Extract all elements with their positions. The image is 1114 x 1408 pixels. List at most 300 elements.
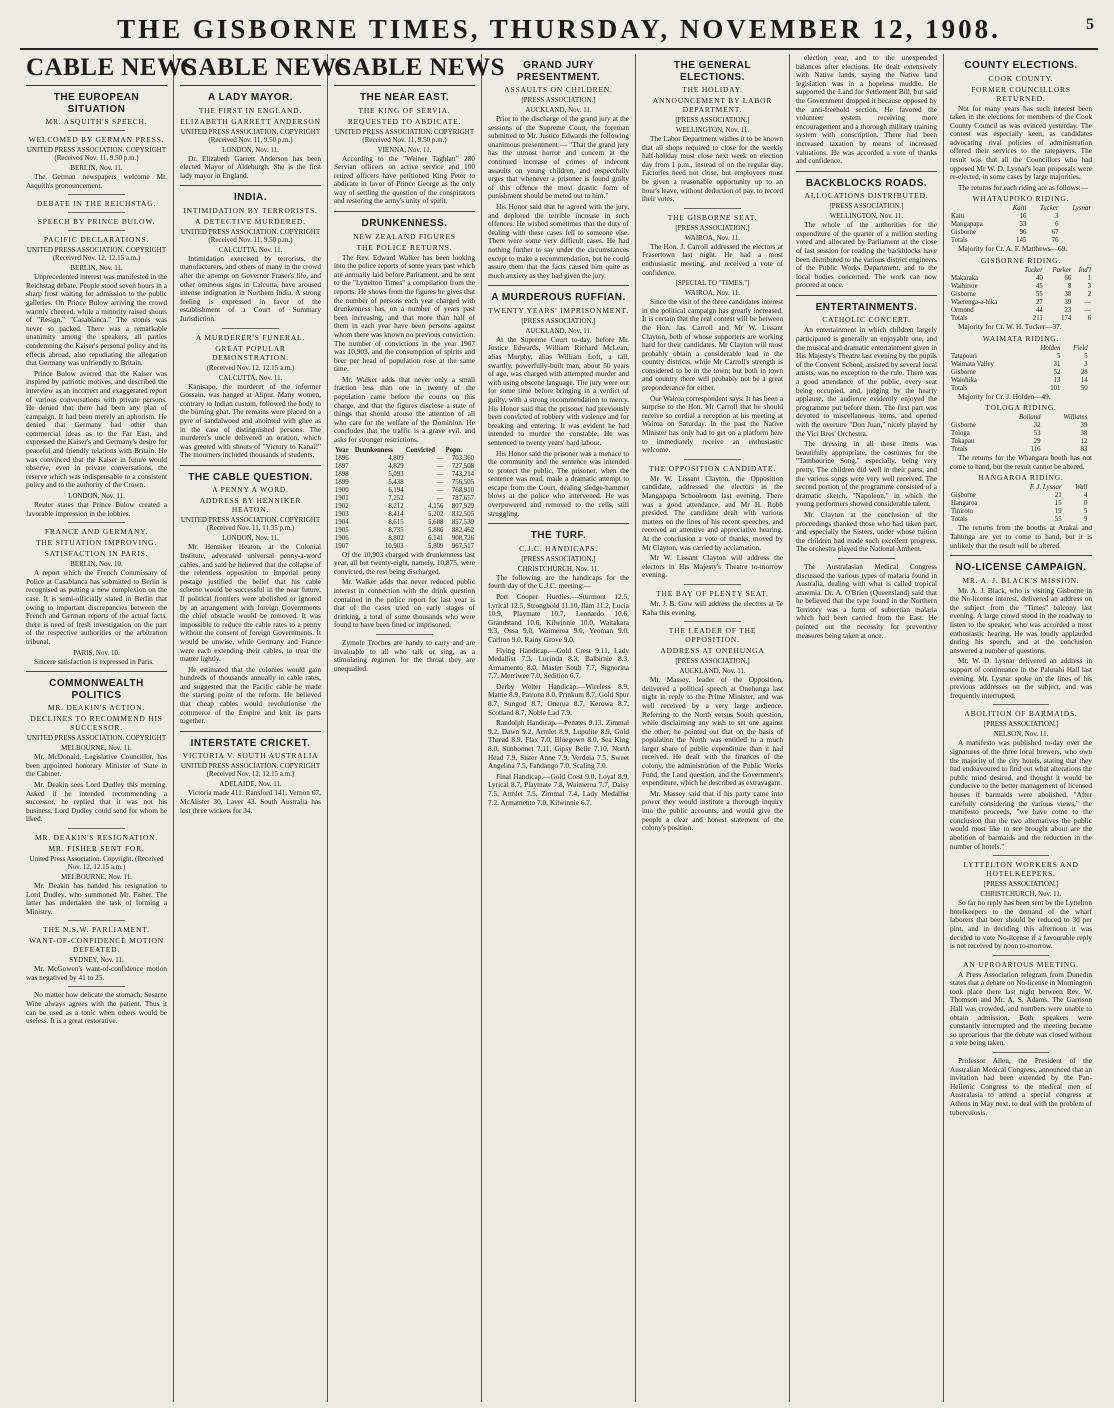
article-paragraph: Mr. Walker adds that never only a small fraction less than one in twenty of the population came before the courts on this charge, and that the figures disclose a state of things that should arouse the attention of all who care for the welfare of the Dominion. He concludes that the traffic is a grave evil, and asks for stronger restrictions. [334,374,475,445]
table-cell: 4,809 [388,454,404,462]
dateline: WAIROA, Nov. 11. [684,233,741,242]
dateline: CALCUTTA, Nov. 11. [218,245,283,254]
subheadline: ABOLITION OF BARMAIDS. [964,709,1078,719]
table-cell: — [436,454,444,462]
table-header-cell [950,414,999,422]
table-row [950,291,1092,299]
table-header-cell: Tucker [1040,205,1059,213]
table-cell: Tologa [951,430,970,438]
dateline: AUCKLAND, Nov. 11. [525,106,592,114]
table-cell [1088,508,1092,516]
table-cell: 67 [1051,229,1059,237]
table-header-cell: Tucker [1024,267,1043,275]
table-cell: Tokapau [951,438,975,446]
subheadline: MR. FISHER SENT FOR. [48,843,145,853]
table-cell: Totals [951,446,968,454]
table-cell: 45 [1036,283,1043,291]
article-paragraph: The Australasian Medical Congress discussed the various types of malaria found in Australia, dealing with what is called tropical anaemia. Dr. A. O'Brien (Queensland) said that he believed that the type found in the Northern Territory was a form of subtertian malaria which had been carried from the East. He pointed out the necessity for preventive measures being taken at once. [796,561,937,640]
table-cell: 8,414 [388,510,404,518]
table-cell: 5,886 [428,526,444,534]
table-row [334,455,475,463]
table-row [334,471,475,479]
subheadline: ADDRESS AT ONEHUNGA [660,646,765,656]
table-cell: 12 [1080,438,1088,446]
subheadline: ALLOCATIONS DISTRIBUTED. [804,191,929,201]
subheadline: ASSAULTS ON CHILDREN. [504,85,613,94]
table-cell: 1907 [335,542,349,550]
table-cell [1089,369,1092,377]
table-cell: 787,657 [451,494,474,502]
table-cell: Gisborne [951,368,976,376]
article-paragraph: Prince Bulow averred that the Kaiser was inspired by patriotic motives, and described the interview as an incorrect and exaggerated report of various conversations with private persons. He denied that there had been any plan of campaign. It had been merely an aphorism. He denied that Germany had other than commercial ideas as to the Far East, and expressed the Kaiser's and Germany's desire for peaceful and friendly relations with Britain. He was convinced that the Kaiser in future would observe, even in private conversations, the reserve which was indispensable to a consistent policy and to the authority of the Crown. [26,368,167,490]
table-header-cell: Parker [1052,267,1072,275]
subheadline: A DETECTIVE MURDERED. [195,216,306,226]
article-paragraph: He estimated that the colonies would gain hundreds of thousands annually in cable rates, and suggested that the Pacific cable be made the starting point of the reform. He believed that cheap cables would revolutionise the commerce of the Empire and knit its parts together. [180,664,321,726]
article-paragraph: Derby Welter Handicap.—Wireless 8.9, Mattie 8.9, Patrona 8.0, Prinkum 8.7, Gold Spur 8.7, Sungod 8.7, Onerua 8.7, Kerowa 8.7, Scotland 8.7, Noble Lad 7.9. [488,681,629,717]
article-paragraph: Mr. J. B. Gow will address the electors at Te Kaha this evening. [642,598,783,617]
headline: A MURDEROUS RUFFIAN. [491,292,626,304]
table-header-cell [950,345,1025,353]
table-cell: 5,688 [428,518,444,526]
subheadline: THE OPPOSITION CANDIDATE. [649,463,776,473]
table-row [950,438,1092,446]
table-cell [1060,213,1092,221]
table-cell: 13 [1053,376,1061,384]
table-cell: 0 [1083,500,1088,508]
table-cell: 174 [1061,315,1072,323]
table-cell: — [436,478,444,486]
article-paragraph: A Press Association telegram from Dunedin states that a debate on No-license in Mornington took place there last night between Rev. W. Thomson and Mr. A. S. Adams. The Garrison Hall was crowded, and numbers were unable to obtain admission. Both speakers were constantly interrupted and the meeting became so uproarious that the debate was closed without a vote being taken. [950,969,1092,1048]
table-cell: 39 [1080,422,1088,430]
subheadline: INTIMIDATION BY TERRORISTS. [183,205,318,215]
article-paragraph: Mr. Massey, leader of the Opposition, delivered a political speech at Onehunga last night in reply to the Prime Minister, and was well received by a very large audience. Referring to the North versus South question, while disclaiming any wish to set one against the other, he pointed out that on the basis of population the North was entitled to a much larger share of public expenditure than it had received. He dealt with the finances of the colony, the administration of the Public Works Fund, the Land question, and the Government's expenditure, which he described as extravagant. [642,675,783,788]
article-paragraph: Professor Allen, the President of the Australian Medical Congress, announced that an invitation had been extended by the Pan-Hellenic Congress to the medical men of Australasia to attend a special congress at Athens in May next, to deal with the problem of tuberculosis. [950,1056,1092,1117]
wire-credit: [PRESS ASSOCIATION.] [829,202,904,211]
table-row [950,353,1092,361]
article-paragraph: Mr. McGowen's want-of-confidence motion was negatived by 41 to 25. [26,964,167,982]
dateline: ADELAIDE, Nov. 11. [219,780,282,789]
table-row [950,492,1092,500]
wire-credit: UNITED PRESS ASSOCIATION. COPYRIGHT (Received Nov. 11, 9.50 p.m.) [180,127,321,144]
table-row [950,229,1092,237]
table-header-cell [950,484,1001,492]
article-paragraph: Sincere satisfaction is expressed in Paris. [34,656,154,666]
table-cell: 14 [1080,376,1088,384]
table-header-cell: Lysnar [1072,205,1091,213]
dateline: BERLIN, Nov. 11. [70,264,123,273]
riding-note: Majority for Cr. J. Holden—49. [958,391,1051,401]
table-cell: 10,903 [384,542,404,550]
headline: GRAND JURY PRESENTMENT. [516,60,601,83]
table-cell: — [1084,307,1091,315]
table-cell: 1905 [335,526,349,534]
headline: NO-LICENSE CAMPAIGN. [955,562,1087,574]
dateline: LONDON, Nov. 11. [222,145,279,154]
table-row [334,527,475,535]
subheadline: A MURDERER'S FUNERAL. [195,332,306,342]
table-cell: 727,508 [451,462,474,470]
table-cell [1089,353,1092,361]
article-paragraph: Randolph Handicap.—Penates 9.13, Zimmal 9.2, Dawn 9.2, Armlet 8.9, Lupulite 8.9, Gold Thread 8.9, Flax 7.0, Bluegown 8.0, Sea King 8.0, Sunbonnet 7.11, Gipsy Belle 7.10, North Head 7.9, Sister Anne 7.9, Verdoia 7.5, Sweet Angelina 7.5, Fandango 7.0, Scaling 7.0. [488,718,629,771]
table-cell: 38 [1064,291,1072,299]
wire-credit: UNITED PRESS ASSOCIATION. COPYRIGHT (Received Nov. 11, 9.50 p.m.) [180,227,321,244]
article-paragraph: Mr. McDonald, Legislative Councillor, has been appointed honorary Minister of State in the Cabinet. [26,752,167,779]
table-row [334,463,475,471]
table-header-cell: F. J. Lysnar [1029,484,1062,492]
subheadline: THE POLICE RETURNS. [356,242,453,252]
dateline: NELSON, Nov. 11. [993,730,1049,739]
article-paragraph: Mr W. Lissant Clayton will address the electors in His Majesty's Theatre to-morrow evening. [642,553,783,580]
subheadline: MR. ASQUITH'S SPEECH. [45,117,148,126]
column-7 [944,54,1098,1402]
article-paragraph: The German newspapers welcome Mr. Asquith's pronouncement. [26,172,167,190]
subheadline: ADDRESS BY HENNIKER HEATON. [199,496,302,515]
table-cell: 743,214 [451,470,474,478]
table-cell: 211 [1032,315,1043,323]
table-cell: Totals [951,237,968,245]
table-cell: 1903 [335,510,349,518]
table-cell: 882,462 [451,526,474,534]
table-header-cell: Wall [1075,484,1088,492]
subheadline: LYTTELTON WORKERS AND HOTELKEEPERS. [963,860,1079,879]
table-cell: Totals [951,315,968,323]
dateline: AUCKLAND, Nov. 11. [679,667,746,676]
table-cell [1089,385,1092,393]
riding-title: WHATAUPOKO RIDING. [972,194,1070,204]
table-cell: 101 [1050,384,1061,392]
table-cell: Makaraka [951,275,979,283]
table-header-cell [1089,345,1092,353]
table-row [950,307,1092,315]
table-cell: 5 [1057,352,1061,360]
table-row [950,275,1092,283]
article-paragraph: His Honor said that he agreed with the jury, and deplored the terrible increase in such offences. He wished sometimes that the duty of dealing with these cases fell to someone else. There were some very difficult cases. He had nothing further to say under the circumstances except to make a recommendation, but he could assure them that the facts caused him quite as much anxiety as they had given the jury. [488,201,629,280]
table-cell: 5,093 [388,470,404,478]
riding-results-table [950,484,1092,524]
table-cell: 5 [1083,508,1088,516]
headline: THE CABLE QUESTION. [188,471,313,483]
subheadline: MR. DEAKIN'S RESIGNATION. [34,832,159,842]
table-cell: 1901 [335,494,349,502]
wire-credit: UNITED PRESS ASSOCIATION. COPYRIGHT (Received Nov. 11, 9.50 p.m.) [334,127,475,144]
table-row [334,511,475,519]
table-cell: 908,726 [451,534,474,542]
headline: COUNTY ELECTIONS. [964,60,1078,71]
subheadline: AN UPROARIOUS MEETING. [963,959,1079,969]
dateline: WAIROA, Nov. 11. [684,289,741,298]
article-paragraph: Intimidation exercised by terrorists, the manufacturers, and others of many in the crowd after the attempt on Governor Fraser's life, and other ominous signs in Calcutta, have aroused intense indignation in Northern India. A strong feeling is expressed in favor of the establishment of a Court of Summary Jurisdiction. [180,253,321,323]
table-cell: 832,505 [451,510,474,518]
dateline: LONDON, Nov. 11. [222,534,279,543]
article-paragraph: His Honor said the prisoner was a menace to the community and the sentence was intended to protect the public. The prisoner, when the sentence was read, made a dramatic attempt to escape from the Court, dealing sledge-hammer blows at the police who intervened. He was overpowered and removed to the cells, still struggling. [488,448,629,518]
table-cell: 1899 [335,478,349,486]
table-row [950,508,1092,516]
riding-results-table [950,414,1092,454]
dateline: BERLIN, Nov. 10. [70,560,123,569]
article-paragraph: A manifesto was published to-day over the signatures of the three local brewers, who own the majority of the city hotels, stating that they had endeavoured to find out what alterations the public mind desired, and thought it would be conducive to the better management of licensed houses if barmaids were abolished. "After carefully considering the various views," the manifesto proceeds, "we have come to the conclusion that the two alternatives the public would most like to see brought about are the abolition of barmaids and the reduction in the number of hotels." [950,738,1092,851]
table-cell: 53 [1033,430,1041,438]
subheadline: SPEECH BY PRINCE BULOW. [37,217,156,227]
article-paragraph: Final Handicap.—Gold Crest 9.0, Loyal 8.9, Lyrical 8.7, Playmate 7.8, Waimeroa 7.7, Daisy 7.5, Armlet 7.5, Zimmal 7.4, Lady Medallist 7.2, Armamento 7.0, Kilwinnie 6.7. [488,771,629,807]
subheadline: SATISFACTION IN PARIS. [44,549,149,559]
article-paragraph: A report which the French Commissary of Police at Casablanca has submitted to Berlin is recognised as putting a new complexion on the case. It is semi-officially stated in Berlin that owing to important discrepancies between the French and German reports of the actual facts, there is need of fresh investigation on the part of the respective authorities or the arbitration tribunal. [26,568,167,646]
table-cell: Tatapouri [951,352,977,360]
table-cell: 55 [1054,516,1062,524]
table-cell: 66 [1064,275,1072,283]
table-cell [1088,492,1092,500]
table-cell: Gisborne [951,229,976,237]
riding-note: The returns from the booths at Arakai and Tahunga are yet to come to hand, but it is unlikely that the result will be altered. [950,523,1092,550]
table-row [950,299,1092,307]
riding-title: WAIMATA RIDING. [982,333,1060,343]
article-paragraph: Kanisapo, the murderer of the informer Gossain, was hanged at Alipur. Many women, contrary to Indian custom, followed the body to the burning ghat. The remains were placed on a pyre of sandalwood and anointed with ghee as in the case of distinguished persons. The murderer's uncle delivered an oration, which was greeted with shouts of "Victory to Kanai!" The mourners included thousands of students. [180,381,321,460]
subheadline: MR. A. J. BLACK'S MISSION. [962,575,1080,585]
headline: THE NEAR EAST. [359,92,450,103]
dateline: BERLIN, Nov. 11. [70,164,123,172]
table-cell: 6,141 [428,534,444,542]
subheadline: ELIZABETH GARRETT ANDERSON [180,116,321,126]
table-cell: 2 [1087,291,1091,299]
table-cell: 116 [1030,446,1041,454]
table-cell [1060,229,1092,237]
table-cell: 1906 [335,534,349,542]
subheadline: THE SITUATION IMPROVING. [35,538,158,548]
wire-credit: [PRESS ASSOCIATION.] [521,96,596,104]
table-cell: 6 [1055,221,1059,229]
riding-results-table [950,267,1092,323]
headline: THE TURF. [530,530,587,542]
headline: THE EUROPEAN SITUATION [53,92,140,115]
table-cell: Mangapapa [951,221,983,229]
table-cell: 9 [1083,516,1088,524]
dateline: VIENNA, Nov. 11. [377,145,432,154]
article-paragraph: Mr. W. D. Lysnar delivered an address in support of continuance in the Palutahi Hall last evening. Mr. Lysnar spoke on the lines of his previous addresses on the subject, and was frequently interrupted. [950,656,1092,700]
table-cell: 6 [1087,315,1091,323]
subheadline: FRANCE AND GERMANY. [44,527,149,537]
table-cell: Waerenga-a-hika [951,299,998,307]
article-paragraph: Of the 10,903 charged with drunkenness last year, all but twenty-eight, namely, 10,875, were convicted, the rest being discharged. [334,549,475,576]
table-row [950,213,1092,221]
dateline: CHRISTCHURCH, Nov. 11. [980,890,1062,899]
table-cell: 807,929 [451,502,474,510]
subheadline: CATHOLIC CONCERT. [822,315,911,325]
article-paragraph: Reuter states that Prince Bulow created a favorable impression in the lobbies. [26,500,167,518]
article-paragraph: According to the "Weiner Tagblatt" 280 Servian officers on active service and 100 retired officers have petitioned King Peter to abdicate in favor of Prince George as the only way of settling the question of the conspirators and restoring the army's unity of spirit. [334,153,475,206]
table-cell: 76 [1051,237,1059,245]
table-row [334,479,475,487]
table-row [334,535,475,543]
table-cell: Ormond [951,307,974,315]
table-cell: 1898 [335,470,349,478]
table-header-cell: Convicted [405,446,436,454]
table-cell: 33 [1019,221,1027,229]
table-cell: 1896 [335,454,349,462]
drunkenness-table [334,447,475,551]
riding-title: GISBORNE RIDING. [980,256,1062,266]
table-header-cell: Year [335,446,349,454]
table-cell: Tiniroto [951,508,974,516]
table-row [950,369,1092,377]
table-cell: 5,438 [388,478,404,486]
riding-title: HANGAROA RIDING. [978,473,1064,483]
wire-credit: UNITED PRESS ASSOCIATION. COPYRIGHT (Received Nov. 12, 12.15 a.m.) [180,762,321,779]
column-1 [20,54,198,1402]
table-cell: 7,252 [388,494,404,502]
table-row [950,422,1092,430]
table-row [334,495,475,503]
table-cell: Gisborne [951,422,976,430]
wire-credit: (Received Nov. 12, 12.15 a.m.) [206,363,295,372]
cable-news-banner: CABLE NEWS [180,54,321,86]
table-row [950,361,1092,369]
table-header-cell: Ind'l [1078,267,1091,275]
dateline: SYDNEY, Nov. 11. [69,956,124,965]
subheadline: THE LEADER OF THE OPPOSITION. [668,626,757,645]
article-paragraph: Port Cooper Hurdles.—Sturmont 12.5, Lyrical 12.5, Strongbold 11.10, Ilam 11.2, Lucia 10.9, Playmate 10.7, Leonardo 10.6, Grandstand 10.6, Kilwinnie 10.0, Waitakara 9.3, Ossa 9.0, Waimeroa 9.0, Yeoman 9.0, Carlton 9.0, Rainy Grove 9.0. [488,591,629,644]
election-returns [950,194,1092,550]
subheadline: THE KING OF SERVIA. [358,105,451,115]
article-paragraph: So far no reply has been sent by the Lyttelton hotelkeepers to the demand of the wharf laborers that beer should be reduced to 3d per pint, and in deciding this afternoon it was decided to vote No-license if a favourable reply is not received by noon to-morrow. [950,898,1092,951]
table-cell: 8,735 [388,526,404,534]
page-number: 5 [1086,16,1094,33]
article-paragraph: Flying Handicap.—Gold Crest 9.11, Lady Medallist 7.3, Lucinda 8.3, Balbirnie 8.3, Armamento 8.0, Master Soult 7.7, Signorina 7.7, Merriwee 7.0, Sedition 6.7. [488,645,629,681]
table-header-cell [950,205,1003,213]
table-cell: Kaiti [951,213,965,221]
article-paragraph: At the Supreme Court to-day, before Mr. Justice Edwards, William Richard McLean, alias Murphy, alias William Loft, a tall, swarthy, powerfully-built man, about 50 years of age, was charged with attempted murder and with using obscene language. The jury were out for some time before bringing in a verdict of guilty, with a strong recommendation to mercy. His Honor said that the prisoner had previously been convicted of robbery with violence and for breaking and entering. It was evident he had intended to murder the constable. He was sentenced to twenty years' hard labour. [488,334,629,447]
article-paragraph: Dr. Elizabeth Garrett Anderson has been elected Mayor of Aldeburgh. She is the first lady mayor in England. [180,153,321,180]
article-paragraph: The Hon. J. Carroll addressed the electors at Frasertown last night. He had a most enthusiastic meeting, and received a vote of confidence. [642,241,783,277]
headline: A LADY MAYOR. [207,92,294,103]
article-paragraph: Mr. Deakin sees Lord Dudley this morning. Asked if he intended recommending a successor, he replied that it was not his business. Lord Dudley could send for whom he liked. [26,779,167,824]
table-cell [1088,500,1092,508]
cable-news-banner: CABLE NEWS [26,54,167,86]
table-cell: 5,202 [428,510,444,518]
table-cell: Waiohika [951,376,977,384]
subheadline: GREAT POPULAR DEMONSTRATION. [212,343,289,362]
table-cell: 8,802 [388,534,404,542]
table-row [950,283,1092,291]
table-cell: 96 [1019,229,1027,237]
riding-title: TOLOGA RIDING. [985,403,1057,413]
subheadline: TWENTY YEARS' IMPRISONMENT. [488,305,629,315]
table-cell: 145 [1016,237,1027,245]
table-cell [1089,377,1092,385]
column-4 [482,54,636,1402]
subheadline: DECLINES TO RECOMMEND HIS SUCCESSOR. [30,714,163,733]
riding-note: Majority for Cr. W. H. Tucker—37. [958,322,1062,332]
table-cell: 19 [1054,508,1062,516]
table-header-cell: Holden [1040,344,1061,352]
table-header-cell: Drunkenness [354,446,393,454]
subheadline: FORMER COUNCILLORS RETURNED. [971,84,1071,103]
table-cell: 4 [1083,492,1088,500]
table-cell: — [436,486,444,494]
subheadline: WELCOMED BY GERMAN PRESS. [28,135,165,144]
table-cell: Waimata Valley [951,360,994,368]
newspaper-title: THE GISBORNE TIMES, THURSDAY, NOVEMBER 12, 1908. [117,14,1001,44]
table-row [950,377,1092,385]
table-cell: 31 [1053,360,1061,368]
article-paragraph: An entertainment in which children largely participated is generally an enjoyable one, and the musical and dramatic entertainment given in His Majesty's Theatre last evening by the pupils of the Convent School, assisted by several local artists, was no exception to the rule. There was a good attendance of the public, every seat being occupied, and, judging by the hearty applause, the audience evidently enjoyed the programme put before them. The first part was devoted to miscellaneous items, and opened with the overture "Don Juan," nicely played by the Vici Bros' Orchestra. [796,325,937,438]
riding-results-table [950,205,1092,245]
headline: COMMONWEALTH POLITICS [49,678,144,701]
article-paragraph: election year, and to the unexpended balances after elections. He dealt extensively with Native lands, saying the Native land legislation was in a hopeless muddle. He supported the Land for Settlement Bill, but said the Government dropped it because opposed by the anti-freehold section. He favored the volunteer system receiving more encouragement and a thorough military training system with conscription. There had been increased taxation by means of increased valuations. He was accorded a vote of thanks and confidence. [796,53,937,166]
wire-credit: [PRESS ASSOCIATION.] [983,880,1059,889]
article-paragraph: Victoria made 411. Ransford 141, Vernon 67, McAlister 30, Laver 43. South Australia has lost three wickets for 34. [180,788,321,815]
riding-note: The returns for the Whangara booth has not come to hand, but the result cannot be altered. [950,453,1092,471]
dateline: WELLINGTON, Nov. 11. [829,212,904,221]
table-cell: 756,505 [451,478,474,486]
subheadline: THE GISBORNE SEAT. [667,212,758,222]
advertisement-text: No matter how delicate the stomach, Sesarne Wine always agrees with the patient. Thus it can be used as a tonic when others would be useless. It is a great restorative. [26,990,167,1026]
dateline: CALCUTTA, Nov. 11. [218,373,283,382]
article-paragraph: Mr. Henniker Heaton, at the Colonial Institute, advocated universal penny-a-word cables, and said he believed that the collapse of the relentless opposition to Imperial penny postage justified the belief that his cable scheme would be successful in the near future. If political frontiers were abolished or ignored by an arrangement with foreign Governments the chief obstacle would be removed. It was impossible to reduce the cable rates to a penny without the consent of foreign Governments. It would be unwise, while Germany and France were each extending their cables, to treat the matter lightly. [180,542,321,664]
advertisement-text: Zymole Troches are handy to carry and are invaluable to all who talk or sing, as a stimulating regimen for the throat they are unequalled. [334,637,475,673]
table-cell: 5,809 [428,542,444,550]
dateline: WELLINGTON, Nov. 11. [675,126,750,134]
table-header-cell: Popn. [445,446,463,454]
table-cell: 83 [1080,446,1088,454]
subheadline: THE FIRST IN ENGLAND. [198,105,303,115]
subheadline: PACIFIC DECLARATIONS. [43,235,150,245]
table-cell: 3 [1055,213,1059,221]
table-cell: 29 [1033,438,1041,446]
headline: BACKBLOCKS ROADS. [805,177,928,189]
article-paragraph: Since the visit of the three candidates interest in the political campaign has greatly increased. It is certain that the real contest will be between the Hon. Jas. Carroll and Mr W. Lissant Clayton, both of whose supporters are working hard for their candidates. Mr Clayton will most probably obtain a considerable lead in the country districts, while Mr Carroll's strength is considered to be in the town; but both in town and country there will probably not be a great preponderance for either. [642,297,783,393]
table-cell: Totals [951,384,968,392]
table-cell: — [1084,299,1091,307]
article-paragraph: Prior to the discharge of the grand jury at the sessions of the Supreme Court, the foreman submitted to Mr. Justice Edwards the following unanimous presentment:— "That the grand jury has the utmost horror and concern at the continued increase of crimes of indecent assaults on young children, and respectfully urges that whenever a prisoner is found guilty of this offence the most drastic form of punishment should be meted out to him." [488,114,629,201]
subheadline: DEBATE IN THE REICHSTAG. [36,199,157,209]
article-paragraph: The Rev. Edward Walker has been looking into the police reports of some years past which are annually laid before Parliament, and he sent to the "Lyttelton Times" a compilation from the reports. He shows from the figures he gives that the number of persons each year charged with drunkenness has, on a number of years past been increasing, and that more than half of them in each year have been persons against whom there was known no previous conviction. The number of convictions in the year 1907 was 10,903, and the consumption of spirits and beer per head of population rose at the same time. [334,252,475,374]
subheadline: MR. DEAKIN'S ACTION. [47,703,146,713]
table-cell: 1 [1087,275,1091,283]
table-cell: 40 [1036,275,1043,283]
table-cell: 967,517 [451,542,474,550]
table-row [950,500,1092,508]
wire-credit: [PRESS ASSOCIATION.] [521,554,596,563]
headline: INTERSTATE CRICKET. [190,737,311,749]
wire-credit: [SPECIAL TO "TIMES."] [675,279,750,288]
table-cell: 23 [1064,307,1072,315]
article-paragraph: The dressing in all these items was beautifully appropriate, the costumes for the "Tambourine Song," especially, being very pretty. The children did well in their parts, and the various songs were very well received. The second portion of the programme consisted of a dramatic sketch, "Napoleon," in which the young performers showed considerable talent. [796,439,937,509]
table-header-cell: Bolland [1019,414,1041,422]
table-header-cell: Kaiti [1012,205,1027,213]
subheadline: NEW ZEALAND FIGURES [353,231,456,241]
table-cell: 28 [1080,368,1088,376]
table-cell: — [436,470,444,478]
column-5 [636,54,790,1402]
dateline: AUCKLAND, Nov. 11. [525,326,592,335]
table-cell: 1904 [335,518,349,526]
dateline: LONDON, Nov. 11. [68,492,125,501]
headline: DRUNKENNESS. [361,218,448,230]
wire-credit: [PRESS ASSOCIATION.] [675,223,750,232]
article-paragraph: Not for many years has such interest been taken in the elections for members of the Cook County Council as was evinced yesterday. The contest was especially keen, as candidates advocating rival policies of administration offered their services to the ratepayers. The result was that all the Councillors who had opposed Mr W. D. Lysnar's loan proposals were re-elected, in some cases by large majorities. [950,103,1092,182]
dateline: PARIS, Nov. 10. [73,648,120,657]
table-cell: 16 [1019,213,1027,221]
subheadline: ANNOUNCEMENT BY LABOR DEPARTMENT. [652,96,773,114]
column-6 [790,54,944,1402]
article-paragraph: The following are the handicaps for the fourth day of the C.J.C. meeting:— [488,572,629,591]
table-header-cell [1088,484,1092,492]
article-paragraph: Mr W. Lissant Clayton, the Opposition candidate, addressed the electors in the Mangapapa Schoolroom last evening. There was a good attendance, and Mr H. Robb presided. The candidate dealt with various matters on the lines of his recent speeches, and received an attentive and appreciative hearing. At the conclusion a vote of thanks, moved by Mr Clayton, was carried by acclamation. [642,473,783,552]
table-cell [1088,422,1092,430]
article-paragraph: Unprecedented interest was manifested in the Reichstag debate. People stood seven hours in a sharp frost waiting for admission to the public galleries. On Prince Bulow arriving the crowd warmly cheered, while a minority raised shouts of "Resign," "Casablanca." The stones was never so packed. There was a remarkable unanimity among the speakers, all parties condemning the Kaiser's personal policy and its effects abroad, also repudiating the allegation that Germany was unfriendly to Britain. [26,272,167,368]
table-header-cell [1088,414,1092,422]
table-row [334,487,475,495]
article-paragraph: Mr. Deakin has handed his resignation to Lord Dudley, who summoned Mr. Fisher. The latter has undertaken the task of forming a Ministry. [26,880,167,916]
